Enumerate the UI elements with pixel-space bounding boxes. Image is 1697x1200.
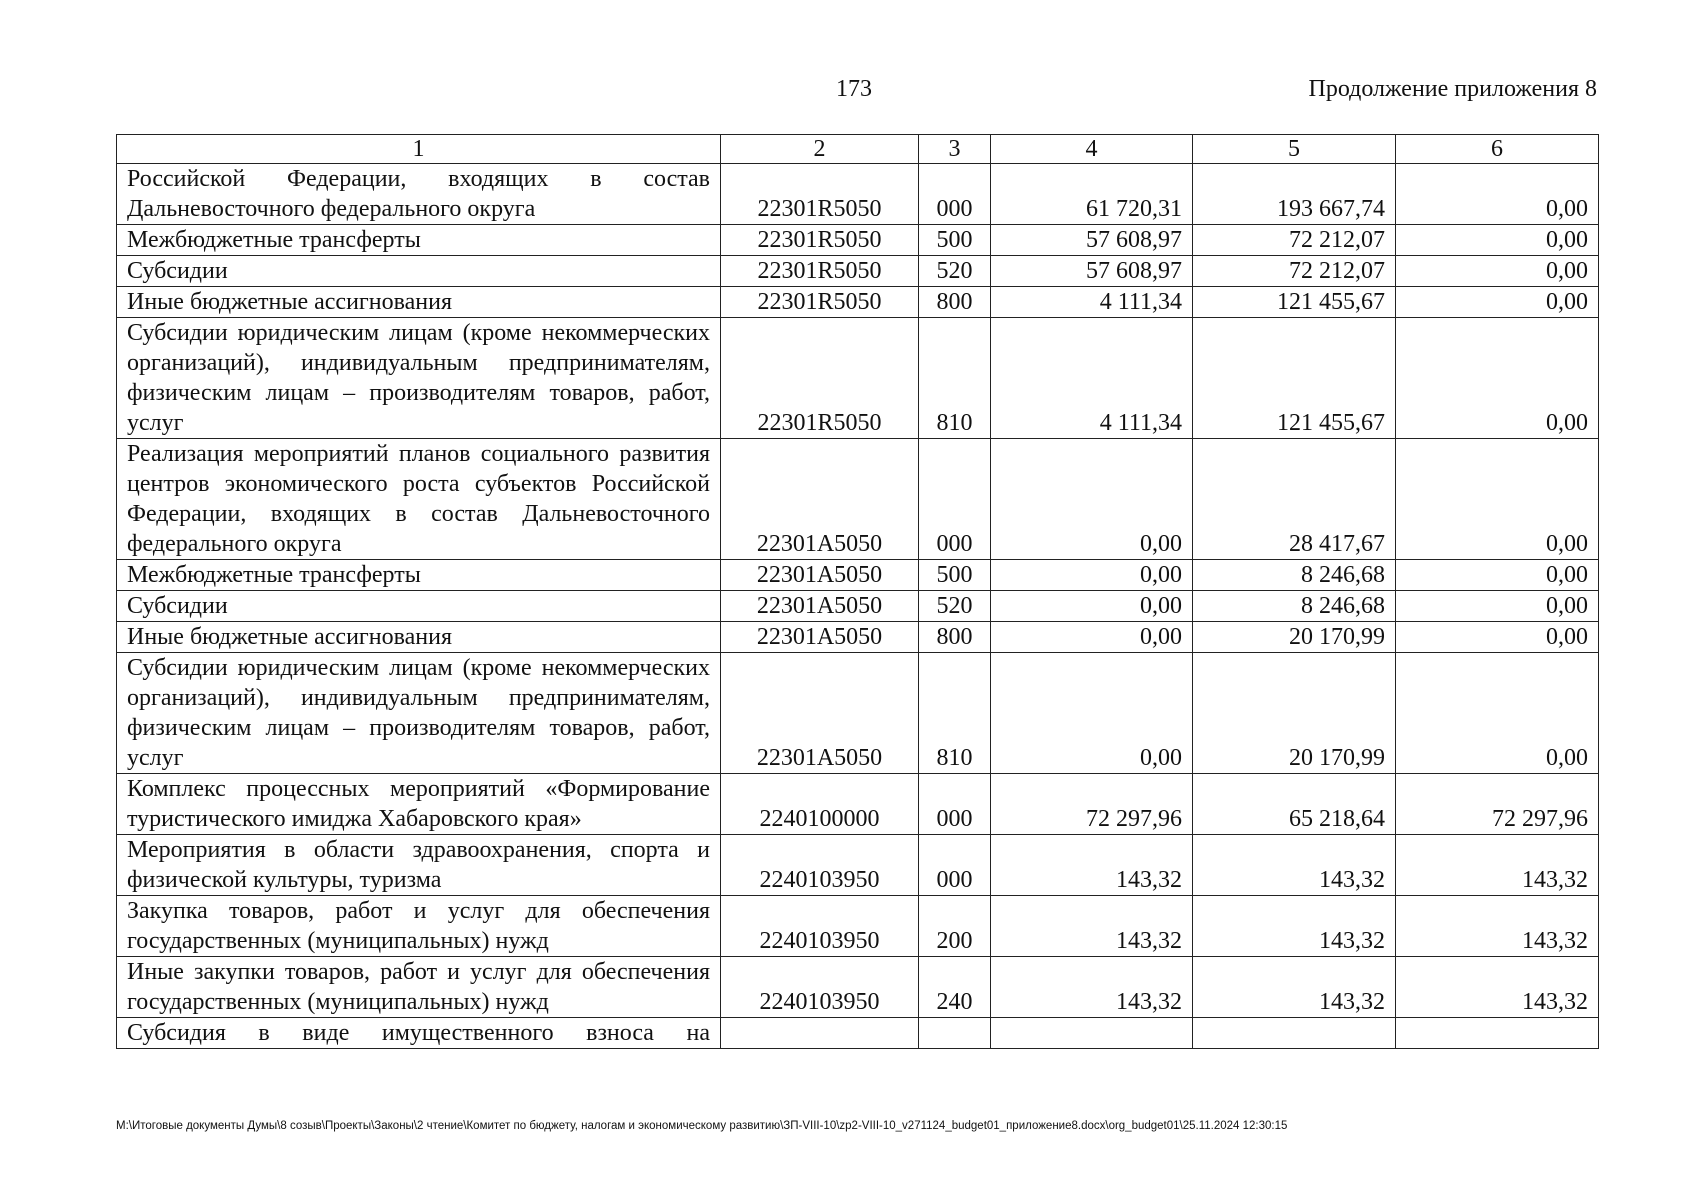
- row-expense-type: [919, 1018, 991, 1049]
- row-expense-type: 520: [919, 591, 991, 622]
- row-value-col6: 72 297,96: [1396, 774, 1599, 835]
- row-value-col5: 143,32: [1193, 835, 1396, 896]
- table-row: [117, 622, 1599, 653]
- row-value-col6: 0,00: [1396, 591, 1599, 622]
- row-value-col4: 143,32: [991, 835, 1193, 896]
- row-name: Субсидии: [117, 591, 721, 622]
- row-expense-type: 000: [919, 439, 991, 560]
- table-row: [117, 1018, 1599, 1049]
- row-value-col5: 28 417,67: [1193, 439, 1396, 560]
- row-name: Иные бюджетные ассигнования: [117, 287, 721, 318]
- column-header: 4: [991, 135, 1193, 164]
- row-expense-type: 500: [919, 225, 991, 256]
- row-name: Мероприятия в области здравоохранения, спорта и физической культуры, туризма: [117, 835, 721, 896]
- row-value-col5: 121 455,67: [1193, 318, 1396, 439]
- table-row: [117, 653, 1599, 774]
- row-name: Комплекс процессных мероприятий «Формирование туристического имиджа Хабаровского края»: [117, 774, 721, 835]
- row-value-col4: 0,00: [991, 439, 1193, 560]
- row-value-col5: 72 212,07: [1193, 256, 1396, 287]
- table-row: [117, 287, 1599, 318]
- row-value-col5: 193 667,74: [1193, 164, 1396, 225]
- row-value-col6: 0,00: [1396, 653, 1599, 774]
- row-name: Межбюджетные трансферты: [117, 225, 721, 256]
- table-header-row: [117, 135, 1599, 164]
- row-value-col4: 72 297,96: [991, 774, 1193, 835]
- table-row: [117, 225, 1599, 256]
- table-row: [117, 835, 1599, 896]
- row-expense-type: 800: [919, 622, 991, 653]
- row-name: Закупка товаров, работ и услуг для обеспечения государственных (муниципальных) нужд: [117, 896, 721, 957]
- row-value-col5: 8 246,68: [1193, 591, 1396, 622]
- row-value-col5: 121 455,67: [1193, 287, 1396, 318]
- row-name: Субсидии: [117, 256, 721, 287]
- row-value-col6: 0,00: [1396, 287, 1599, 318]
- row-target-code: 2240103950: [721, 896, 919, 957]
- column-header: 1: [117, 135, 721, 164]
- row-expense-type: 000: [919, 164, 991, 225]
- row-name: Субсидии юридическим лицам (кроме некоммерческих организаций), индивидуальным предпринимателям, физическим лицам – производителям товаров, работ, услуг: [117, 653, 721, 774]
- column-header: 2: [721, 135, 919, 164]
- row-target-code: 22301R5050: [721, 287, 919, 318]
- table-row: [117, 591, 1599, 622]
- document-path-footer: M:\Итоговые документы Думы\8 созыв\Проекты\Законы\2 чтение\Комитет по бюджету, налогам и экономическому развитию\ЗП-VIII-10\zp2-VIII-10_v271124_budget01_приложение8.docx\org_budget01\25.11.2024 12:30:15: [116, 1120, 1288, 1132]
- row-expense-type: 240: [919, 957, 991, 1018]
- row-value-col5: 8 246,68: [1193, 560, 1396, 591]
- row-target-code: 22301A5050: [721, 560, 919, 591]
- row-target-code: 22301R5050: [721, 256, 919, 287]
- row-expense-type: 810: [919, 318, 991, 439]
- row-value-col6: 0,00: [1396, 164, 1599, 225]
- row-value-col4: 4 111,34: [991, 318, 1193, 439]
- row-expense-type: 000: [919, 774, 991, 835]
- column-header: 5: [1193, 135, 1396, 164]
- row-value-col6: 143,32: [1396, 957, 1599, 1018]
- row-value-col5: 20 170,99: [1193, 622, 1396, 653]
- row-value-col5: 72 212,07: [1193, 225, 1396, 256]
- row-value-col4: 143,32: [991, 957, 1193, 1018]
- row-target-code: 22301A5050: [721, 653, 919, 774]
- row-expense-type: 200: [919, 896, 991, 957]
- row-value-col6: 0,00: [1396, 318, 1599, 439]
- row-value-col6: 0,00: [1396, 560, 1599, 591]
- row-value-col5: 65 218,64: [1193, 774, 1396, 835]
- row-name: Межбюджетные трансферты: [117, 560, 721, 591]
- table-row: [117, 560, 1599, 591]
- row-target-code: [721, 1018, 919, 1049]
- row-expense-type: 500: [919, 560, 991, 591]
- row-value-col5: [1193, 1018, 1396, 1049]
- table-row: [117, 318, 1599, 439]
- row-value-col5: 143,32: [1193, 896, 1396, 957]
- row-value-col6: 143,32: [1396, 896, 1599, 957]
- row-value-col6: 0,00: [1396, 225, 1599, 256]
- row-value-col4: 57 608,97: [991, 225, 1193, 256]
- table-row: [117, 256, 1599, 287]
- table-row: [117, 896, 1599, 957]
- column-header: 6: [1396, 135, 1599, 164]
- row-value-col4: 0,00: [991, 622, 1193, 653]
- row-value-col4: 61 720,31: [991, 164, 1193, 225]
- row-expense-type: 800: [919, 287, 991, 318]
- row-target-code: 22301R5050: [721, 318, 919, 439]
- page-number: 173: [836, 76, 872, 102]
- row-name: Субсидия в виде имущественного взноса на: [117, 1018, 721, 1049]
- row-value-col6: [1396, 1018, 1599, 1049]
- row-target-code: 22301A5050: [721, 439, 919, 560]
- row-value-col5: 143,32: [1193, 957, 1396, 1018]
- row-value-col4: 0,00: [991, 653, 1193, 774]
- row-expense-type: 000: [919, 835, 991, 896]
- row-value-col6: 0,00: [1396, 439, 1599, 560]
- row-expense-type: 520: [919, 256, 991, 287]
- row-target-code: 2240103950: [721, 957, 919, 1018]
- row-name: Субсидии юридическим лицам (кроме некоммерческих организаций), индивидуальным предпринимателям, физическим лицам – производителям товаров, работ, услуг: [117, 318, 721, 439]
- row-name: Реализация мероприятий планов социального развития центров экономического роста субъектов Российской Федерации, входящих в состав Дальневосточного федерального округа: [117, 439, 721, 560]
- table-row: [117, 957, 1599, 1018]
- row-name: Российской Федерации, входящих в состав Дальневосточного федерального округа: [117, 164, 721, 225]
- row-value-col6: 0,00: [1396, 256, 1599, 287]
- row-target-code: 22301A5050: [721, 622, 919, 653]
- row-target-code: 22301R5050: [721, 225, 919, 256]
- row-target-code: 22301A5050: [721, 591, 919, 622]
- row-target-code: 2240100000: [721, 774, 919, 835]
- row-value-col4: 0,00: [991, 560, 1193, 591]
- row-name: Иные закупки товаров, работ и услуг для обеспечения государственных (муниципальных) нужд: [117, 957, 721, 1018]
- row-value-col4: [991, 1018, 1193, 1049]
- column-header: 3: [919, 135, 991, 164]
- row-target-code: 22301R5050: [721, 164, 919, 225]
- row-value-col4: 0,00: [991, 591, 1193, 622]
- row-expense-type: 810: [919, 653, 991, 774]
- appendix-label: Продолжение приложения 8: [1308, 76, 1597, 102]
- table-row: [117, 439, 1599, 560]
- table-row: [117, 774, 1599, 835]
- row-value-col6: 143,32: [1396, 835, 1599, 896]
- row-value-col4: 143,32: [991, 896, 1193, 957]
- row-value-col6: 0,00: [1396, 622, 1599, 653]
- row-value-col4: 4 111,34: [991, 287, 1193, 318]
- budget-table: [116, 134, 1599, 1049]
- row-value-col5: 20 170,99: [1193, 653, 1396, 774]
- row-value-col4: 57 608,97: [991, 256, 1193, 287]
- row-name: Иные бюджетные ассигнования: [117, 622, 721, 653]
- row-target-code: 2240103950: [721, 835, 919, 896]
- table-row: [117, 164, 1599, 225]
